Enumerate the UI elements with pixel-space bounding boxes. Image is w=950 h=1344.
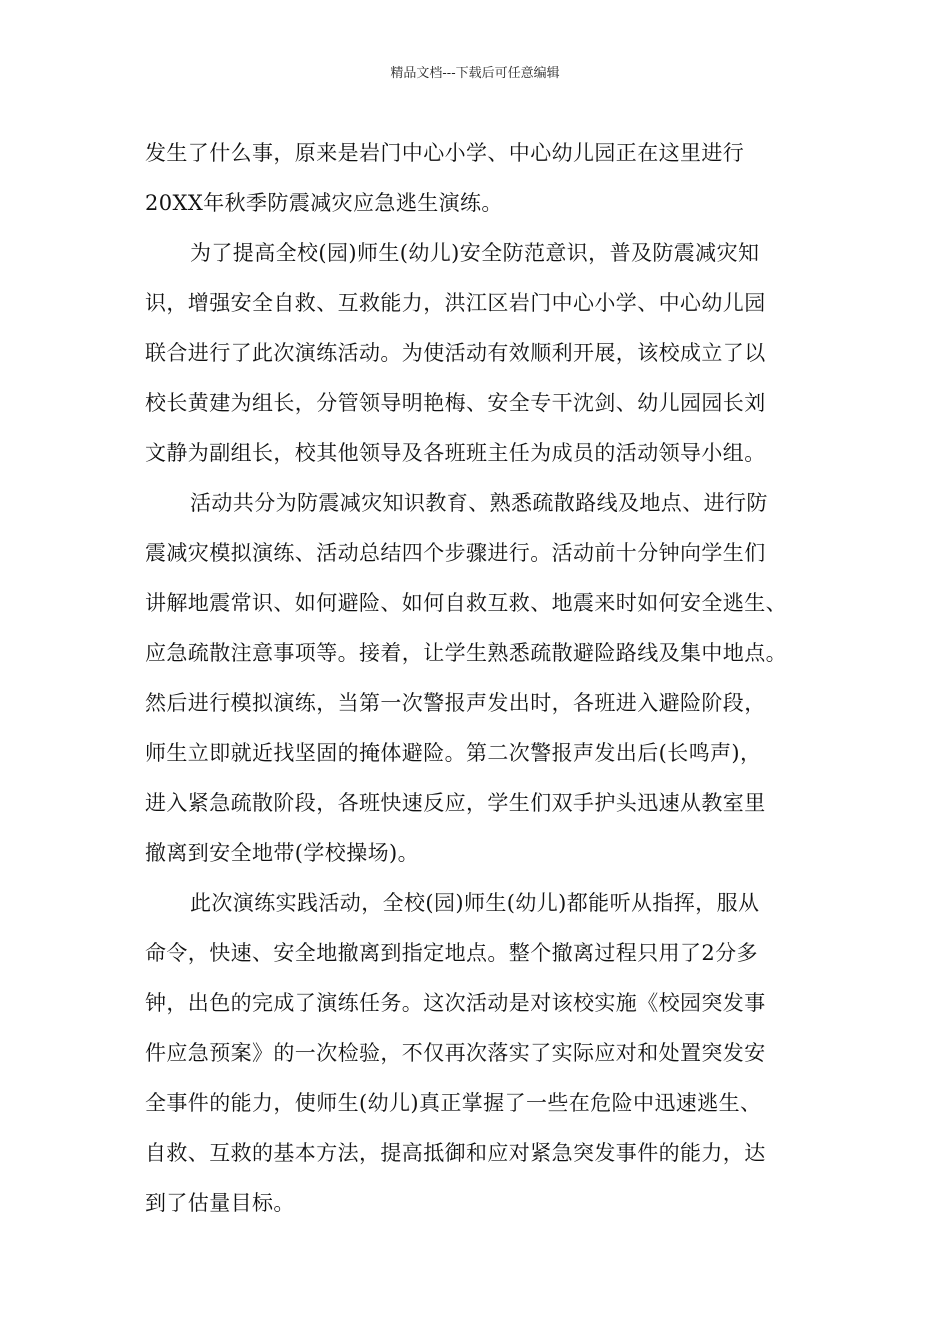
text-line: 命令，快速、安全地撤离到指定地点。整个撤离过程只用了2分多 [145, 941, 758, 965]
text-line: 到了估量目标。 [145, 1191, 295, 1215]
text-line: 震减灾模拟演练、活动总结四个步骤进行。活动前十分钟向学生们 [145, 541, 766, 565]
text-line: 全事件的能力，使师生(幼儿)真正掌握了一些在危险中迅速逃生、 [145, 1091, 762, 1115]
paragraph-first-line: 活动共分为防震减灾知识教育、熟悉疏散路线及地点、进行防 [190, 491, 768, 515]
body-text [145, 128, 815, 1228]
text-line: 联合进行了此次演练活动。为使活动有效顺利开展，该校成立了以 [145, 341, 766, 365]
text-line: 讲解地震常识、如何避险、如何自救互救、地震来时如何安全逃生、 [145, 591, 787, 615]
text-line: 然后进行模拟演练，当第一次警报声发出时，各班进入避险阶段， [145, 691, 766, 715]
text-line: 师生立即就近找坚固的掩体避险。第二次警报声发出后(长鸣声)， [145, 741, 762, 765]
text-line: 应急疏散注意事项等。接着，让学生熟悉疏散避险路线及集中地点。 [145, 641, 787, 665]
paragraph-first-line: 此次演练实践活动，全校(园)师生(幼儿)都能听从指挥，服从 [190, 891, 760, 915]
text-line: 自救、互救的基本方法，提高抵御和应对紧急突发事件的能力，达 [145, 1141, 766, 1165]
text-line: 20XX年秋季防震减灾应急逃生演练。 [145, 191, 503, 215]
page-header: 精品文档---下载后可任意编辑 [390, 66, 560, 81]
text-line: 钟，出色的完成了演练任务。这次活动是对该校实施《校园突发事 [145, 991, 766, 1015]
text-line: 撤离到安全地带(学校操场)。 [145, 841, 419, 865]
paragraph-first-line: 为了提高全校(园)师生(幼儿)安全防范意识，普及防震减灾知 [190, 241, 760, 265]
text-line: 识，增强安全自救、互救能力，洪江区岩门中心小学、中心幼儿园 [145, 291, 766, 315]
text-line: 发生了什么事，原来是岩门中心小学、中心幼儿园正在这里进行 [145, 141, 745, 165]
text-line: 文静为副组长，校其他领导及各班班主任为成员的活动领导小组。 [145, 441, 766, 465]
text-line: 校长黄建为组长，分管领导明艳梅、安全专干沈剑、幼儿园园长刘 [145, 391, 766, 415]
text-line: 进入紧急疏散阶段，各班快速反应，学生们双手护头迅速从教室里 [145, 791, 766, 815]
text-line: 件应急预案》的一次检验，不仅再次落实了实际应对和处置突发安 [145, 1041, 766, 1065]
